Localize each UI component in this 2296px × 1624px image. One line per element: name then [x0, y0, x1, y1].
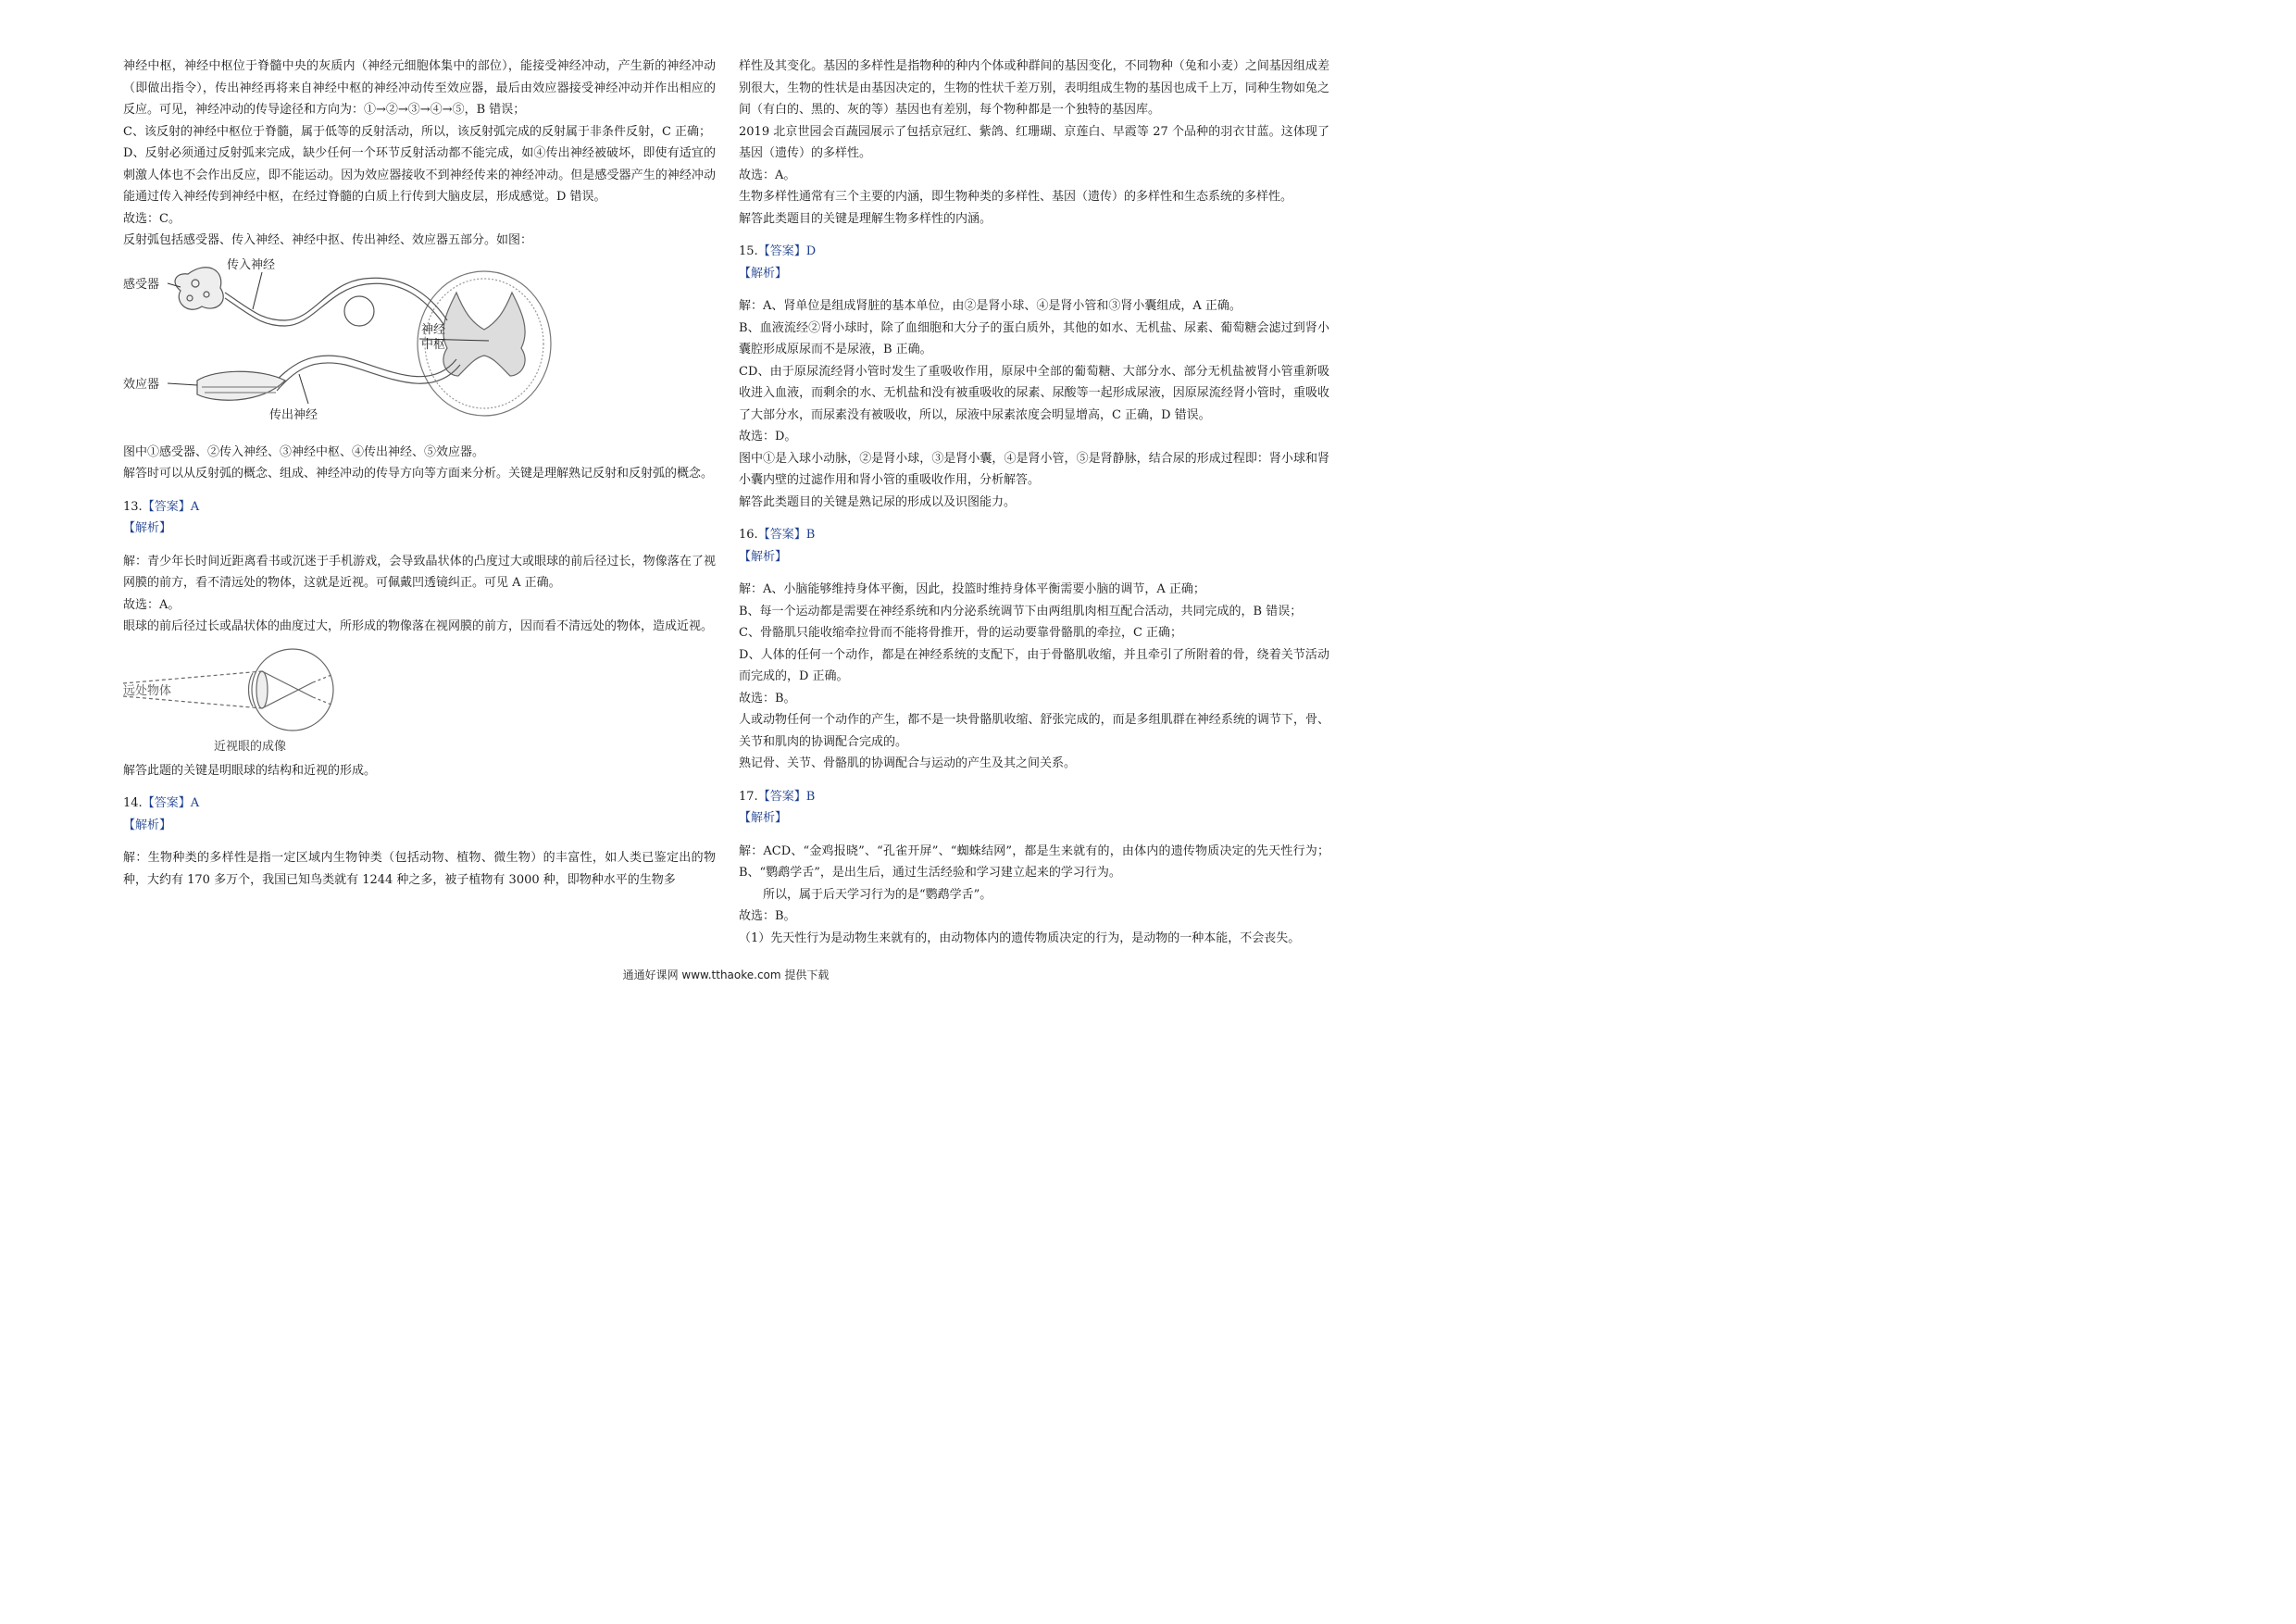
paragraph: 解答此题的关键是明眼球的结构和近视的形成。: [123, 763, 377, 778]
paragraph: （1）先天性行为是动物生来就有的，由动物体内的遗传物质决定的行为，是动物的一种本能，不会丧失。: [739, 931, 1301, 945]
paragraph: 解答此类题目的关键是理解生物多样性的内涵。: [739, 211, 992, 226]
paragraph: 解：生物种类的多样性是指一定区域内生物钟类（包括动物、植物、微生物）的丰富性，如人类已鉴定出的物种，大约有 170 多万个，我国已知鸟类就有 1244 种之多，被子植物有 3000 种，即物种水平的生物多: [123, 851, 716, 887]
paragraph: 样性及其变化。基因的多样性是指物种的种内个体或种群间的基因变化，不同物种（兔和小麦）之间基因组成差别很大，生物的性状是由基因决定的，生物的性状千差万别，表明组成生物的基因也成千上万，同种生物如兔之间（有白的、黑的、灰的等）基因也有差别，每个物种都是一个独特的基因库。: [739, 59, 1329, 117]
reflex-arc-diagram: [123, 256, 716, 436]
analysis-16-heading: 【解析】: [739, 549, 788, 564]
right-column: [739, 56, 1329, 949]
paragraph: 解：A、小脑能够维持身体平衡，因此，投篮时维持身体平衡需要小脑的调节，A 正确；: [739, 582, 1205, 596]
paragraph: 2019 北京世园会百蔬园展示了包括京冠红、紫鸽、红珊瑚、京莲白、早霞等 27 个品种的羽衣甘蓝。这体现了基因（遗传）的多样性。: [739, 124, 1329, 160]
reflex-arc-figure: [123, 256, 716, 436]
paragraph: 故选：C。: [123, 211, 181, 226]
paragraph: 人或动物任何一个动作的产生，都不是一块骨骼肌收缩、舒张完成的，而是多组肌群在神经系统的调节下，骨、关节和肌肉的协调配合完成的。: [739, 713, 1329, 749]
analysis-15-heading: 【解析】: [739, 266, 788, 281]
paragraph: 图中①感受器、②传入神经、③神经中枢、④传出神经、⑤效应器。: [123, 444, 485, 459]
effector-label: 效应器: [123, 377, 160, 392]
analysis-13-heading: 【解析】: [123, 521, 172, 535]
paragraph: 神经中枢，神经中枢位于脊髓中央的灰质内（神经元细胞体集中的部位），能接受神经冲动，产生新的神经冲动（即做出指令），传出神经再将来自神经中枢的神经冲动传至效应器，最后由效应器接受神经冲动并作出相应的反应。可见，神经冲动的传导途径和方向为：①→②→③→④→⑤，B 错误；: [123, 59, 716, 117]
paragraph: B、血液流经②肾小球时，除了血细胞和大分子的蛋白质外，其他的如水、无机盐、尿素、葡萄糖会滤过到肾小囊腔形成原尿而不是尿液，B 正确。: [739, 320, 1329, 356]
answer-15: 15.【答案】D: [739, 244, 817, 258]
paragraph: 故选：B。: [739, 691, 796, 706]
answer-13: 13.【答案】A: [123, 499, 200, 514]
paragraph: 生物多样性通常有三个主要的内涵，即生物种类的多样性、基因（遗传）的多样性和生态系统的多样性。: [739, 190, 1293, 204]
paragraph: 眼球的前后径过长或晶状体的曲度过大，所形成的物像落在视网膜的前方，因而看不清远处的物体，造成近视。: [123, 619, 714, 633]
receptor-label: 感受器: [123, 277, 160, 292]
paragraph: 解答此类题目的关键是熟记尿的形成以及识图能力。: [739, 494, 1017, 509]
paragraph: CD、由于原尿流经肾小管时发生了重吸收作用，原尿中全部的葡萄糖、大部分水、部分无机盐被肾小管重新吸收进入血液，而剩余的水、无机盐和没有被重吸收的尿素、尿酸等一起形成尿液，因原尿流经肾小管时，重吸收了大部分水，而尿素没有被吸收，所以，尿液中尿素浓度会明显增高，C 正确，D 错误。: [739, 364, 1329, 422]
paragraph: D、人体的任何一个动作，都是在神经系统的支配下，由于骨骼肌收缩，并且牵引了所附着的骨，绕着关节活动而完成的，D 正确。: [739, 647, 1329, 683]
far-object-label: 远处物体: [123, 683, 172, 698]
paragraph: 故选：A。: [739, 168, 796, 182]
paragraph: 故选：D。: [739, 430, 797, 443]
paragraph: C、骨骼肌只能收缩牵拉骨而不能将骨推开，骨的运动要靠骨骼肌的牵拉，C 正确；: [739, 626, 1183, 640]
myopia-caption: 近视眼的成像: [214, 739, 287, 754]
left-column: [123, 56, 716, 891]
paragraph: B、每一个运动都是需要在神经系统和内分泌系统调节下由两组肌肉相互配合活动，共同完成的，B 错误；: [739, 604, 1303, 618]
paragraph: 解答时可以从反射弧的概念、组成、神经冲动的传导方向等方面来分析。关键是理解熟记反射和反射弧的概念。: [123, 467, 714, 481]
myopia-diagram: [123, 642, 716, 755]
answer-16: 16.【答案】B: [739, 528, 816, 542]
answer-14: 14.【答案】A: [123, 796, 200, 810]
paragraph: 所以，属于后天学习行为的是“鹦鹉学舌”。: [763, 887, 992, 902]
page-footer: 通通好课网 www.tthaoke.com 提供下载: [622, 968, 830, 981]
paragraph: 故选：A。: [123, 597, 181, 612]
answer-17: 17.【答案】B: [739, 789, 816, 804]
paragraph: 解：ACD、“金鸡报晓”、“孔雀开屏”、“蜘蛛结网”，都是生来就有的，由体内的遗传物质决定的先天性行为；B、“鹦鹉学舌”，是出生后，通过生活经验和学习建立起来的学习行为。: [739, 843, 1329, 880]
paragraph: 解：青少年长时间近距离看书或沉迷于手机游戏，会导致晶状体的凸度过大或眼球的前后径过长，物像落在了视网膜的前方，看不清远处的物体，这就是近视。可佩戴凹透镜纠正。可见 A 正确。: [123, 554, 716, 590]
paragraph: 熟记骨、关节、骨骼肌的协调配合与运动的产生及其之间关系。: [739, 756, 1077, 770]
paragraph: D、反射必须通过反射弧来完成，缺少任何一个环节反射活动都不能完成，如④传出神经被破坏，即使有适宜的刺激人体也不会作出反应，即不能运动。因为效应器接收不到神经传来的神经冲动。但是感受器产生的神经冲动能通过传入神经传到神经中枢，在经过脊髓的白质上行传到大脑皮层，形成感觉。D 错误。: [123, 146, 716, 204]
efferent-nerve-label: 传出神经: [269, 407, 318, 422]
afferent-nerve-label: 传入神经: [227, 257, 276, 272]
center-label-a: 神经: [421, 322, 446, 337]
paragraph: C、该反射的神经中枢位于脊髓，属于低等的反射活动，所以，该反射弧完成的反射属于非条件反射，C 正确；: [123, 124, 712, 139]
myopia-figure: [123, 642, 716, 755]
paragraph: 故选：B。: [739, 909, 796, 923]
analysis-14-heading: 【解析】: [123, 818, 172, 832]
paragraph: 反射弧包括感受器、传入神经、神经中抠、传出神经、效应器五部分。如图：: [123, 233, 533, 247]
analysis-17-heading: 【解析】: [739, 811, 788, 825]
paragraph: 图中①是入球小动脉，②是肾小球，③是肾小囊，④是肾小管，⑤是肾静脉，结合尿的形成过程即：肾小球和肾小囊内壁的过滤作用和肾小管的重吸收作用，分析解答。: [739, 451, 1329, 487]
center-label-b: 中枢: [421, 337, 446, 352]
paragraph: 解：A、肾单位是组成肾脏的基本单位，由②是肾小球、④是肾小管和③肾小囊组成，A 正确。: [739, 299, 1242, 313]
